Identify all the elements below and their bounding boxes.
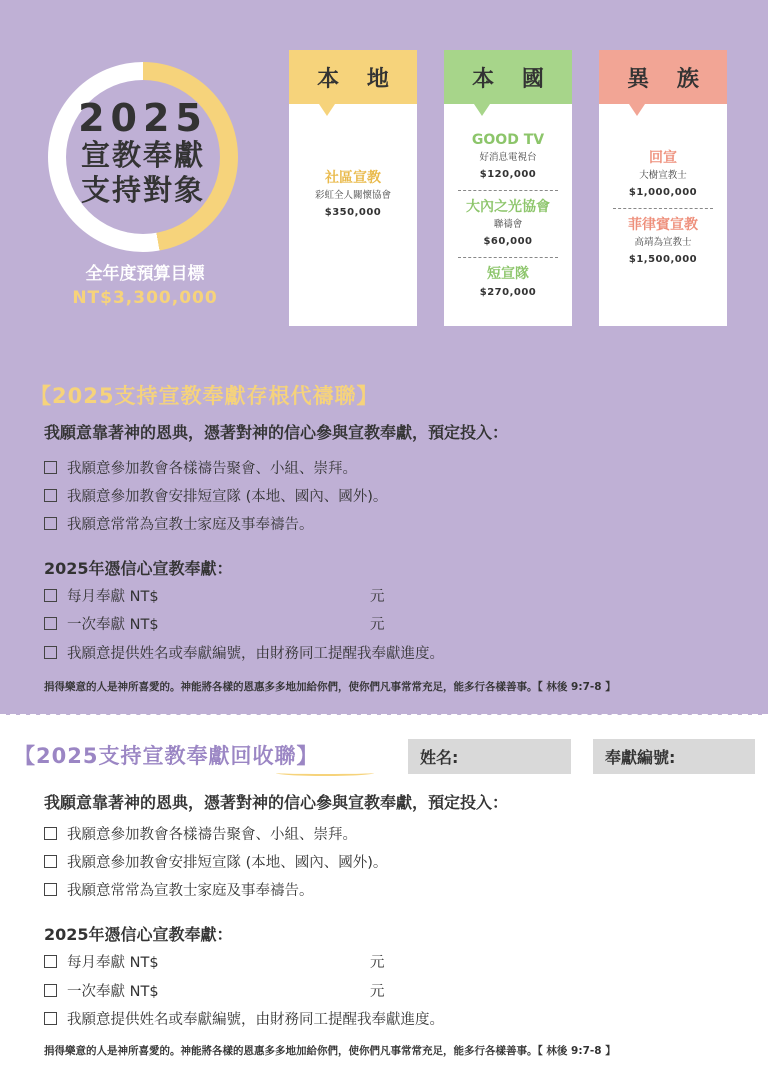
card-domestic — [444, 50, 572, 326]
card-entry-name: 菲律賓宣教 — [628, 217, 698, 233]
once-label: 一次奉獻 NT$ — [67, 617, 159, 633]
card-entry-sub: 彩虹全人關懷協會 — [314, 190, 391, 201]
card-local — [289, 50, 417, 326]
stub-monthly[interactable] — [44, 585, 159, 606]
badge-title — [48, 98, 238, 208]
title-underline — [276, 770, 374, 776]
card-entry-sub: 好消息電視台 — [479, 152, 537, 163]
stub-option-missionary-prayer[interactable] — [44, 513, 314, 534]
stub-pledge: 我願意靠著神的恩典，憑著對神的信心參與宣教奉獻，預定投入： — [44, 423, 509, 442]
card-entry-name: 回宣 — [649, 150, 677, 166]
unit-label: 元 — [370, 589, 385, 605]
checkbox[interactable] — [44, 1012, 57, 1025]
card-entry-amount: $270,000 — [479, 287, 537, 298]
receipt-pledge: 我願意靠著神的恩典，憑著對神的信心參與宣教奉獻，預定投入： — [44, 793, 509, 812]
receipt-verse: 捐得樂意的人是神所喜愛的。神能將各樣的恩惠多多地加給你們，使你們凡事常常充足，能多行各樣善事。【 林後 9:7-8 】 — [44, 1045, 616, 1057]
stub-once[interactable] — [44, 613, 159, 634]
receipt-faith-title: 2025年憑信心宣教奉獻： — [44, 925, 233, 944]
option-label: 我願意參加教會安排短宣隊 (本地、國內、國外)。 — [67, 489, 388, 505]
checkbox[interactable] — [44, 827, 57, 840]
name-field[interactable]: 姓名: — [408, 739, 571, 774]
card-separator — [458, 190, 558, 191]
card-domestic-title: 本 國 — [444, 50, 572, 104]
checkbox[interactable] — [44, 461, 57, 474]
monthly-label: 每月奉獻 NT$ — [67, 589, 159, 605]
card-entry-name: GOOD TV — [471, 132, 545, 148]
budget-label: 全年度預算目標 — [85, 264, 205, 284]
option-label: 我願意參加教會各樣禱告聚會、小組、崇拜。 — [67, 827, 357, 843]
card-entry-name: 大內之光協會 — [466, 199, 550, 215]
stub-option-prayer[interactable] — [44, 457, 357, 478]
stub-verse: 捐得樂意的人是神所喜愛的。神能將各樣的恩惠多多地加給你們，使你們凡事常常充足，能多行各樣善事。【 林後 9:7-8 】 — [44, 681, 616, 693]
card-separator — [458, 257, 558, 258]
card-entry-name: 社區宣教 — [325, 170, 381, 186]
receipt-option-mission-trip[interactable] — [44, 851, 387, 872]
card-entry-amount: $60,000 — [483, 236, 533, 247]
checkbox[interactable] — [44, 984, 57, 997]
checkbox[interactable] — [44, 883, 57, 896]
card-local-title: 本 地 — [289, 50, 417, 104]
stub-reminder[interactable] — [44, 642, 444, 663]
reminder-label: 我願意提供姓名或奉獻編號，由財務同工提醒我奉獻進度。 — [67, 1012, 444, 1028]
checkbox[interactable] — [44, 955, 57, 968]
card-foreign — [599, 50, 727, 326]
once-label: 一次奉獻 NT$ — [67, 984, 159, 1000]
card-separator — [613, 208, 713, 209]
budget-value: NT$3,300,000 — [72, 288, 218, 308]
card-entry-amount: $350,000 — [324, 207, 382, 218]
checkbox[interactable] — [44, 646, 57, 659]
donor-number-field[interactable]: 奉獻編號: — [593, 739, 755, 774]
checkbox[interactable] — [44, 617, 57, 630]
reminder-label: 我願意提供姓名或奉獻編號，由財務同工提醒我奉獻進度。 — [67, 646, 444, 662]
unit-label: 元 — [370, 955, 385, 971]
cut-line — [0, 714, 768, 716]
unit-label: 元 — [370, 984, 385, 1000]
receipt-once[interactable] — [44, 980, 159, 1001]
checkbox[interactable] — [44, 855, 57, 868]
badge-year: 2025 — [78, 96, 208, 140]
card-entry-name: 短宣隊 — [487, 266, 529, 282]
receipt-monthly[interactable] — [44, 951, 159, 972]
badge-line-1: 宣教奉獻 — [80, 138, 205, 172]
monthly-label: 每月奉獻 NT$ — [67, 955, 159, 971]
option-label: 我願意參加教會各樣禱告聚會、小組、崇拜。 — [67, 461, 357, 477]
checkbox[interactable] — [44, 589, 57, 602]
option-label: 我願意常常為宣教士家庭及事奉禱告。 — [67, 517, 314, 533]
receipt-title: 【2025支持宣教奉獻回收聯】 — [14, 744, 319, 768]
checkbox[interactable] — [44, 517, 57, 530]
badge-line-2: 支持對象 — [80, 173, 205, 207]
receipt-option-prayer[interactable] — [44, 823, 357, 844]
receipt-reminder[interactable] — [44, 1008, 444, 1029]
card-entry-sub: 聯禱會 — [493, 219, 523, 230]
checkbox[interactable] — [44, 489, 57, 502]
card-entry-amount: $120,000 — [479, 169, 537, 180]
card-foreign-title: 異 族 — [599, 50, 727, 104]
stub-option-mission-trip[interactable] — [44, 485, 387, 506]
unit-label: 元 — [370, 617, 385, 633]
stub-title: 【2025支持宣教奉獻存根代禱聯】 — [30, 384, 379, 408]
card-entry-amount: $1,500,000 — [628, 254, 698, 265]
card-entry-sub: 高靖為宣教士 — [634, 237, 692, 248]
card-entry-amount: $1,000,000 — [628, 187, 698, 198]
option-label: 我願意參加教會安排短宣隊 (本地、國內、國外)。 — [67, 855, 388, 871]
option-label: 我願意常常為宣教士家庭及事奉禱告。 — [67, 883, 314, 899]
stub-faith-title: 2025年憑信心宣教奉獻： — [44, 559, 233, 578]
card-entry-sub: 大樹宣教士 — [639, 170, 687, 181]
receipt-option-missionary-prayer[interactable] — [44, 879, 314, 900]
